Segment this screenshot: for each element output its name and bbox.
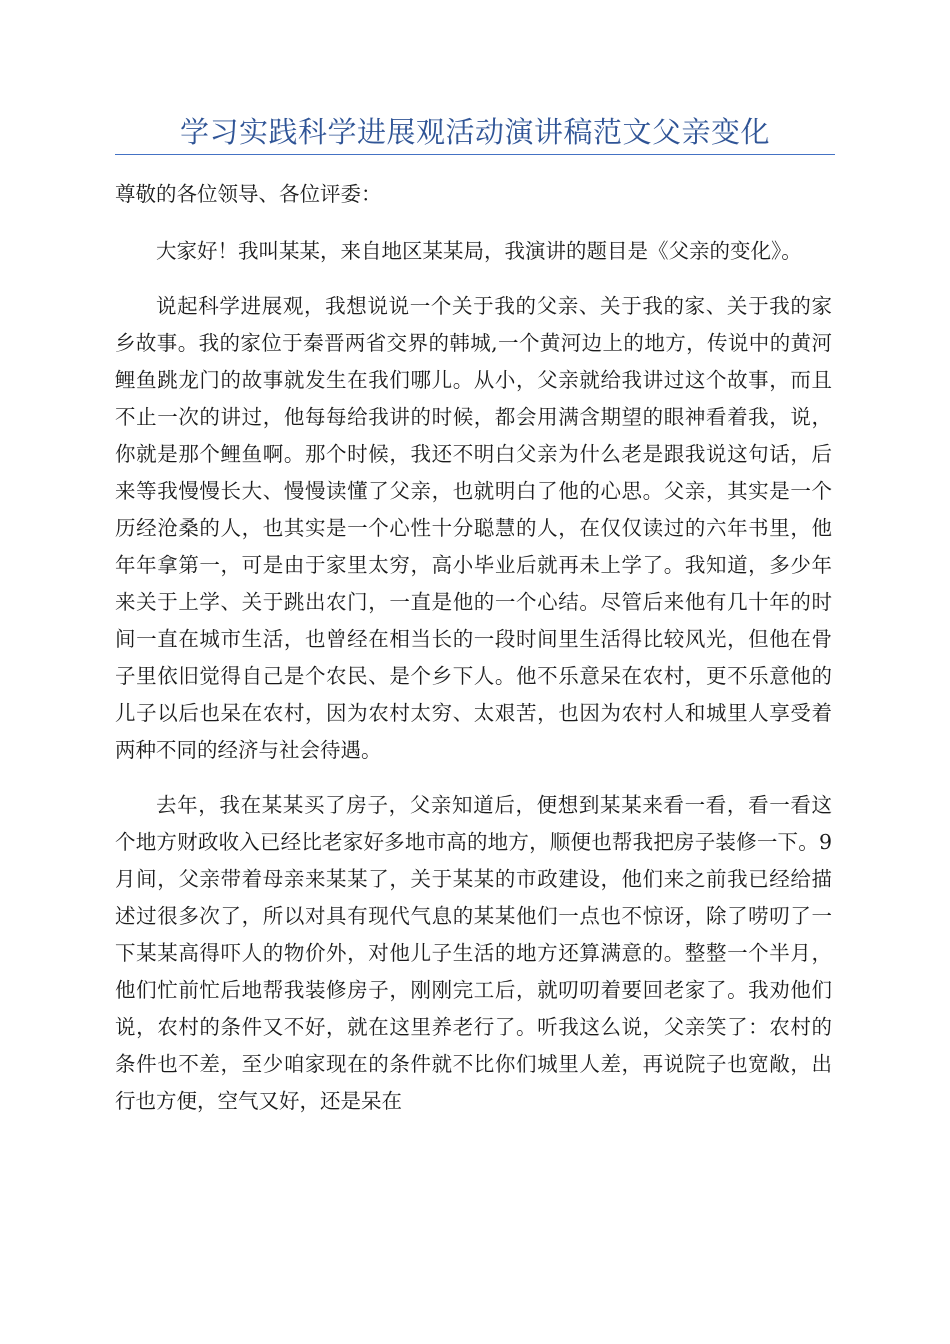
salutation: 尊敬的各位领导、各位评委： bbox=[115, 182, 382, 206]
paragraph-3: 去年，我在某某买了房子，父亲知道后，便想到某某来看一看，看一看这个地方财政收入已经比老家好多地市高的地方，顺便也帮我把房子装修一下。9月间，父亲带着母亲来某某了，关于某某的市政建设，他们来之前我已经给描述过很多次了，所以对具有现代气息的某某他们一点也不惊讶，除了唠叨了一下某某高得吓人的物价外，对他儿子生活的地方还算满意的。整整一个半月，他们忙前忙后地帮我装修房子，刚刚完工后，就叨叨着要回老家了。我劝他们说，农村的条件又不好，就在这里养老行了。听我这么说，父亲笑了：农村的条件也不差，至少咱家现在的条件就不比你们城里人差，再说院子也宽敞，出行也方便，空气又好，还是呆在 bbox=[115, 793, 832, 1113]
paragraph-2: 说起科学进展观，我想说说一个关于我的父亲、关于我的家、关于我的家乡故事。我的家位于秦晋两省交界的韩城,一个黄河边上的地方，传说中的黄河鲤鱼跳龙门的故事就发生在我们哪儿。从小，父亲就给我讲过这个故事，而且不止一次的讲过，他每每给我讲的时候，都会用满含期望的眼神看着我，说，你就是那个鲤鱼啊。那个时候，我还不明白父亲为什么老是跟我说这句话，后来等我慢慢长大、慢慢读懂了父亲，也就明白了他的心思。父亲，其实是一个历经沧桑的人，也其实是一个心性十分聪慧的人，在仅仅读过的六年书里，他年年拿第一，可是由于家里太穷，高小毕业后就再未上学了。我知道，多少年来关于上学、关于跳出农门，一直是他的一个心结。尽管后来他有几十年的时间一直在城市生活，也曾经在相当长的一段时间里生活得比较风光，但他在骨子里依旧觉得自己是个农民、是个乡下人。他不乐意呆在农村，更不乐意他的儿子以后也呆在农村，因为农村太穷、太艰苦，也因为农村人和城里人享受着两种不同的经济与社会待遇。 bbox=[115, 294, 832, 762]
document-title: 学习实践科学进展观活动演讲稿范文父亲变化 bbox=[179, 115, 770, 149]
title-underline bbox=[115, 154, 835, 155]
paragraph-1: 大家好！我叫某某，来自地区某某局，我演讲的题目是《父亲的变化》。 bbox=[156, 239, 802, 263]
document-body bbox=[115, 176, 832, 1138]
